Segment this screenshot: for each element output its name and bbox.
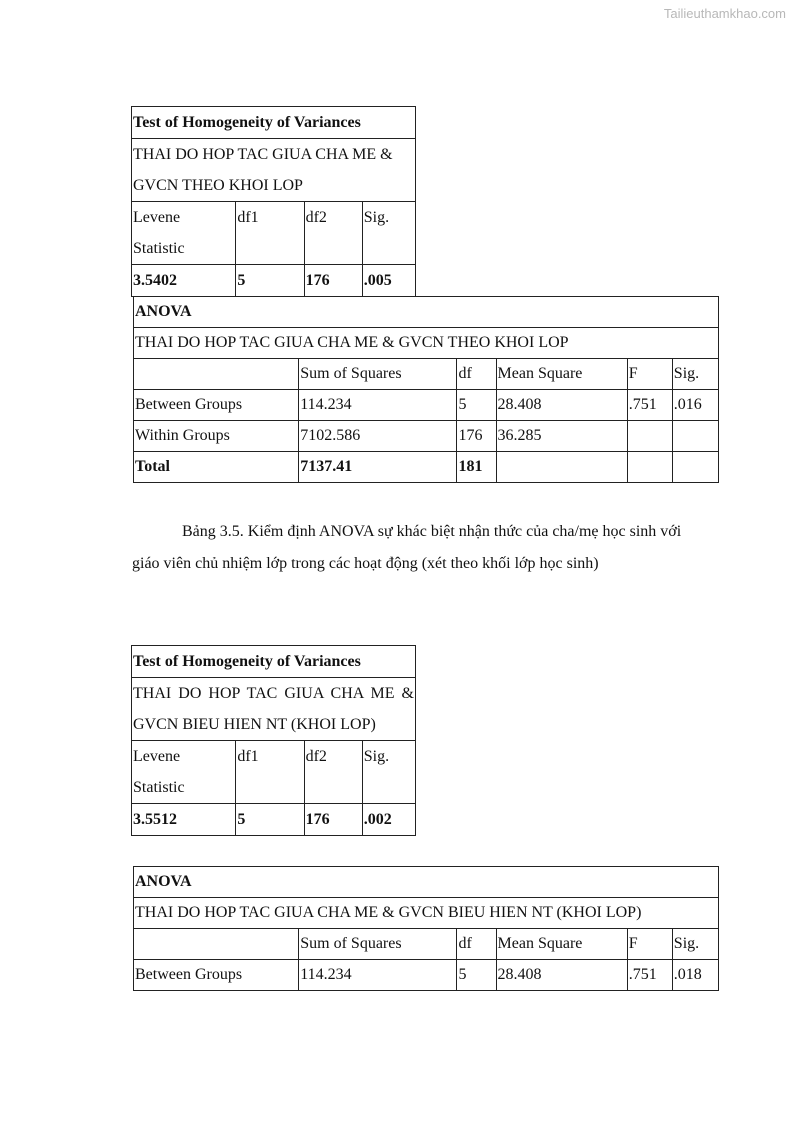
- anova1-cell: [672, 421, 718, 452]
- anova1-title: ANOVA: [134, 297, 719, 328]
- watermark: Tailieuthamkhao.com: [663, 6, 786, 21]
- homog1-value-sig: .005: [362, 265, 415, 297]
- anova1-cell: [627, 421, 672, 452]
- anova1-header-sig: Sig.: [672, 359, 718, 390]
- table-row: [134, 421, 719, 452]
- homog2-value-df2: 176: [304, 804, 362, 836]
- anova2-header-sig: Sig.: [672, 929, 718, 960]
- anova1-cell: Within Groups: [134, 421, 299, 452]
- homog2-value-sig: .002: [362, 804, 415, 836]
- anova1-header-f: F: [627, 359, 672, 390]
- homog1-header-sig: Sig.: [362, 202, 415, 265]
- anova2-header-f: F: [627, 929, 672, 960]
- anova1-cell: 176: [457, 421, 496, 452]
- table-row: [134, 960, 719, 991]
- anova2-header-blank: [134, 929, 299, 960]
- homog2-title: Test of Homogeneity of Variances: [132, 646, 416, 678]
- homog2-header-df1: df1: [236, 741, 304, 804]
- anova1-cell: 114.234: [299, 390, 457, 421]
- anova-table-1: [133, 296, 719, 483]
- anova1-header-df: df: [457, 359, 496, 390]
- anova1-cell: 7102.586: [299, 421, 457, 452]
- anova1-cell: 181: [457, 452, 496, 483]
- homogeneity-table-1: [131, 106, 416, 297]
- homog2-value-df1: 5: [236, 804, 304, 836]
- homog2-subtitle: THAI DO HOP TAC GIUA CHA ME & GVCN BIEU HIEN NT (KHOI LOP): [132, 678, 416, 741]
- anova1-cell: Total: [134, 452, 299, 483]
- anova2-subtitle: THAI DO HOP TAC GIUA CHA ME & GVCN BIEU HIEN NT (KHOI LOP): [134, 898, 719, 929]
- anova1-header-ss: Sum of Squares: [299, 359, 457, 390]
- homog2-header-levene: Levene Statistic: [132, 741, 236, 804]
- anova2-header-df: df: [457, 929, 496, 960]
- anova2-header-ms: Mean Square: [496, 929, 627, 960]
- anova1-header-blank: [134, 359, 299, 390]
- anova2-cell: 5: [457, 960, 496, 991]
- anova-table-2: [133, 866, 719, 991]
- anova1-subtitle: THAI DO HOP TAC GIUA CHA ME & GVCN THEO KHOI LOP: [134, 328, 719, 359]
- table-row: [134, 390, 719, 421]
- homog1-header-levene: Levene Statistic: [132, 202, 236, 265]
- anova2-cell: 114.234: [299, 960, 457, 991]
- anova2-title: ANOVA: [134, 867, 719, 898]
- anova1-cell: .016: [672, 390, 718, 421]
- homog1-header-df2: df2: [304, 202, 362, 265]
- homog1-title: Test of Homogeneity of Variances: [132, 107, 416, 139]
- table-caption: Bảng 3.5. Kiểm định ANOVA sự khác biệt nhận thức của cha/mẹ học sinh với giáo viên chủ nhiệm lớp trong các hoạt động (xét theo khối lớp học sinh): [132, 523, 682, 572]
- anova1-cell: 28.408: [496, 390, 627, 421]
- homog1-subtitle: THAI DO HOP TAC GIUA CHA ME & GVCN THEO KHOI LOP: [132, 139, 416, 202]
- anova2-cell: Between Groups: [134, 960, 299, 991]
- anova1-cell: 5: [457, 390, 496, 421]
- anova1-cell: [496, 452, 627, 483]
- anova1-cell: [672, 452, 718, 483]
- anova2-cell: 28.408: [496, 960, 627, 991]
- homog1-value-levene: 3.5402: [132, 265, 236, 297]
- homog1-value-df2: 176: [304, 265, 362, 297]
- anova2-header-ss: Sum of Squares: [299, 929, 457, 960]
- homog2-header-df2: df2: [304, 741, 362, 804]
- anova1-cell: 36.285: [496, 421, 627, 452]
- table-row: [134, 452, 719, 483]
- anova2-cell: .751: [627, 960, 672, 991]
- anova1-cell: [627, 452, 672, 483]
- anova1-header-ms: Mean Square: [496, 359, 627, 390]
- anova1-cell: Between Groups: [134, 390, 299, 421]
- homog2-value-levene: 3.5512: [132, 804, 236, 836]
- homog1-header-df1: df1: [236, 202, 304, 265]
- anova1-cell: 7137.41: [299, 452, 457, 483]
- homogeneity-table-2: [131, 645, 416, 836]
- anova2-cell: .018: [672, 960, 718, 991]
- anova1-cell: .751: [627, 390, 672, 421]
- homog2-header-sig: Sig.: [362, 741, 415, 804]
- homog1-value-df1: 5: [236, 265, 304, 297]
